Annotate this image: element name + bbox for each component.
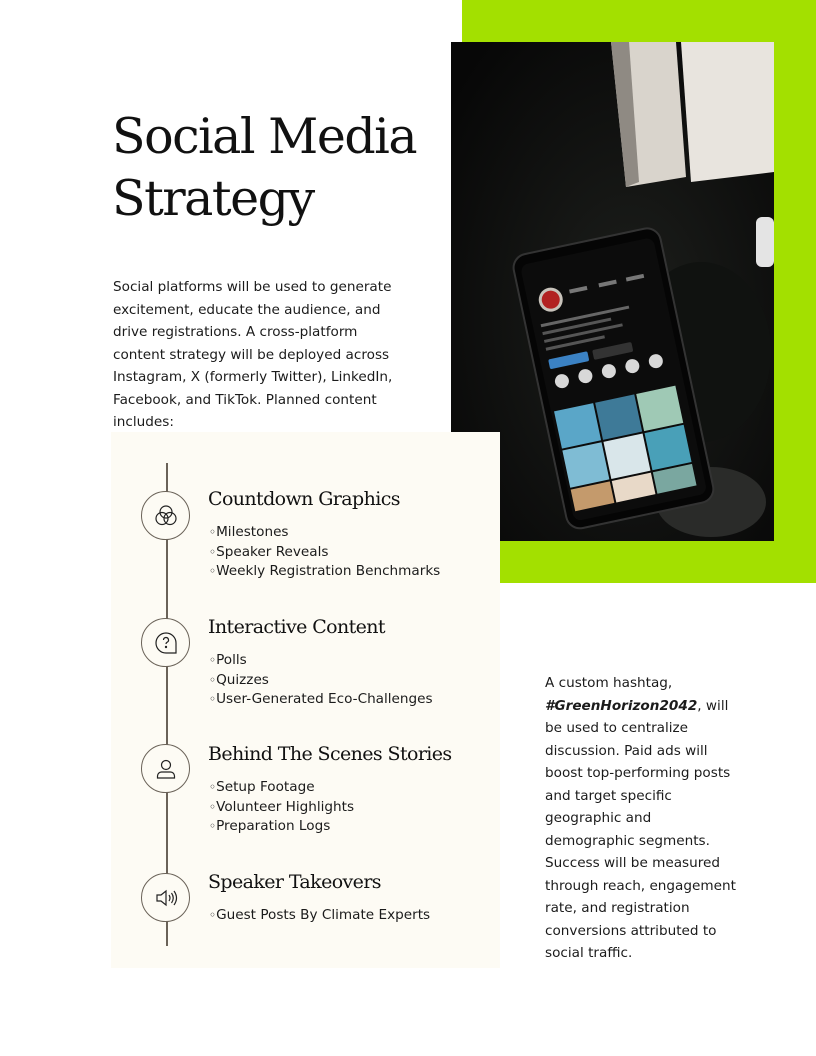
hashtag-text-after: , will be used to centralize discussion. Paid ads will boost top-performing posts and target specific geographic and demographic segments. Success will be measured through reach, engagement rate, and registration conversions attributed to social traffic.: [545, 697, 736, 961]
list-item: ◦ Milestones: [209, 523, 440, 543]
question-bubble-icon: [141, 618, 190, 667]
page-title: Social Media Strategy: [112, 108, 417, 227]
list-item: ◦ Setup Footage: [209, 778, 354, 798]
venn-circles-icon: [141, 491, 190, 540]
list-item: ◦ Speaker Reveals: [209, 543, 440, 563]
speaker-icon: [141, 873, 190, 922]
list-item: ◦ Polls: [209, 651, 433, 671]
list-item: ◦ Guest Posts By Climate Experts: [209, 906, 430, 926]
list-item: ◦ Weekly Registration Benchmarks: [209, 562, 440, 582]
hashtag: #GreenHorizon2042: [545, 697, 698, 714]
hashtag-text-before: A custom hashtag,: [545, 675, 673, 691]
list-item: ◦ Volunteer Highlights: [209, 798, 354, 818]
section-list-takeovers: [209, 906, 430, 926]
intro-paragraph: Social platforms will be used to generate excitement, educate the audience, and drive registrations. A cross-platform content strategy will be deployed across Instagram, X (formerly Twitter), LinkedIn, Facebook, and TikTok. Planned content includes:: [113, 279, 393, 430]
list-item: ◦ Preparation Logs: [209, 817, 354, 837]
section-title-behind-scenes: Behind The Scenes Stories: [208, 743, 452, 765]
section-title-interactive: Interactive Content: [208, 616, 385, 638]
section-title-takeovers: Speaker Takeovers: [208, 871, 381, 893]
person-icon: [141, 744, 190, 793]
list-item: ◦ Quizzes: [209, 671, 433, 691]
section-list-interactive: [209, 651, 433, 710]
section-title-countdown: Countdown Graphics: [208, 488, 400, 510]
section-list-behind-scenes: [209, 778, 354, 837]
hashtag-paragraph: [545, 672, 745, 965]
list-item: ◦ User-Generated Eco-Challenges: [209, 690, 433, 710]
section-list-countdown: [209, 523, 440, 582]
